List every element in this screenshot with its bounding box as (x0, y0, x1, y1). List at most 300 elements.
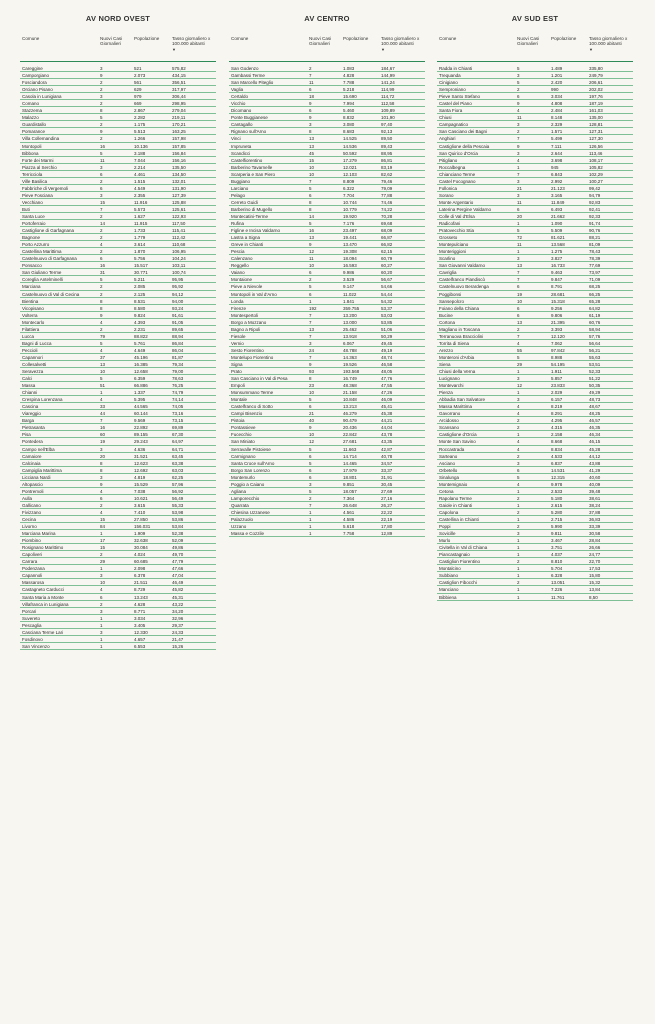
cell-nuovi-casi: 12 (517, 383, 523, 389)
cell-nuovi-casi: 5 (309, 446, 312, 452)
cell-popolazione: 19.526 (343, 361, 357, 367)
cell-comune: Rignano sull'Arno (231, 129, 267, 135)
table-row (20, 403, 216, 410)
cell-tasso: 100,27 (589, 178, 603, 184)
cell-popolazione: 12.103 (343, 171, 357, 177)
cell-popolazione: 50.592 (343, 150, 357, 156)
table-row (20, 608, 216, 615)
table-row (20, 438, 216, 445)
cell-comune: Ville Basilica (22, 178, 48, 184)
header-popolazione[interactable]: Popolazione (343, 36, 369, 41)
cell-popolazione: 3.034 (551, 94, 563, 100)
header-popolazione[interactable]: Popolazione (551, 36, 577, 41)
table-row (20, 262, 216, 269)
table-row (20, 171, 216, 178)
cell-tasso: 65,28 (589, 298, 601, 304)
cell-popolazione: 5.280 (551, 509, 563, 515)
cell-comune: Trequanda (439, 73, 461, 79)
cell-comune: Magliano in Toscana (439, 326, 480, 332)
cell-tasso: 64,97 (172, 439, 184, 445)
table-row (229, 227, 425, 234)
cell-tasso: 21,47 (172, 636, 184, 642)
cell-nuovi-casi: 8 (100, 305, 103, 311)
cell-nuovi-casi: 5 (517, 66, 520, 71)
cell-tasso: 93,24 (172, 305, 184, 311)
cell-tasso: 69,68 (381, 221, 393, 227)
cell-popolazione: 13.200 (343, 312, 357, 318)
cell-popolazione: 1.571 (551, 129, 563, 135)
cell-nuovi-casi: 3 (100, 66, 103, 71)
cell-tasso: 47,55 (381, 383, 393, 389)
cell-tasso: 50,35 (589, 383, 601, 389)
cell-comune: San Vincenzo (22, 643, 50, 649)
cell-nuovi-casi: 11 (517, 242, 522, 248)
cell-comune: Londa (231, 298, 244, 304)
cell-nuovi-casi: 19 (100, 439, 106, 445)
cell-popolazione: 1.733 (134, 228, 146, 234)
cell-nuovi-casi: 7 (517, 171, 520, 177)
cell-nuovi-casi: 2 (100, 136, 103, 142)
table-row (20, 312, 216, 319)
cell-popolazione: 6.493 (551, 206, 563, 212)
cell-popolazione: 2.282 (134, 115, 146, 121)
cell-comune: San Miniato (231, 439, 255, 445)
cell-popolazione: 6.359 (134, 376, 146, 382)
cell-tasso: 27,16 (381, 495, 393, 501)
cell-tasso: 53,84 (172, 524, 184, 530)
cell-nuovi-casi: 8 (100, 467, 103, 473)
table-row (437, 530, 633, 537)
cell-comune: Casciana Terme Lari (22, 629, 64, 635)
cell-comune: Castiglione d'Orcia (439, 432, 477, 438)
cell-nuovi-casi: 13 (309, 143, 315, 149)
cell-tasso: 40,60 (589, 474, 601, 480)
header-nuovi-casi[interactable]: Nuovi Casi Giornalieri (309, 36, 332, 47)
table-title: AV NORD OVEST (85, 14, 151, 23)
cell-tasso: 60,76 (589, 319, 601, 325)
cell-nuovi-casi: 9 (517, 101, 520, 107)
cell-tasso: 73,16 (172, 411, 184, 417)
cell-tasso: 356,51 (172, 80, 186, 86)
cell-popolazione: 2.329 (551, 122, 563, 128)
cell-comune: Cascina (22, 404, 39, 410)
cell-tasso: 44,12 (589, 453, 601, 459)
cell-popolazione: 4.393 (134, 319, 146, 325)
cell-nuovi-casi: 2 (517, 509, 520, 515)
cell-comune: Malazzo (22, 115, 39, 121)
cell-nuovi-casi: 37 (100, 354, 106, 360)
cell-tasso: 33,37 (381, 467, 393, 473)
cell-popolazione: 10.779 (343, 206, 357, 212)
cell-tasso: 46,34 (589, 432, 601, 438)
header-tasso[interactable] (589, 35, 633, 61)
cell-comune: Barberino di Mugello (231, 206, 273, 212)
table-header (20, 35, 216, 62)
cell-comune: Sorano (439, 192, 454, 198)
cell-comune: Vecchiano (22, 199, 43, 205)
cell-tasso: 92,33 (589, 213, 601, 219)
cell-nuovi-casi: 2 (100, 87, 103, 93)
cell-tasso: 92,13 (381, 129, 393, 135)
cell-comune: Quarrata (231, 502, 249, 508)
sort-down-icon: ▼ (381, 47, 385, 53)
cell-tasso: 187,19 (589, 101, 603, 107)
cell-comune: Fosdinovo (22, 636, 43, 642)
table-row (229, 431, 425, 438)
cell-popolazione: 21.395 (551, 319, 565, 325)
cell-popolazione: 27.850 (134, 517, 148, 522)
cell-comune: Radda in Chianti (439, 66, 473, 71)
cell-nuovi-casi: 8 (100, 298, 103, 304)
table-row (229, 326, 425, 333)
cell-nuovi-casi: 2 (309, 277, 312, 283)
cell-popolazione: 5.857 (551, 376, 563, 382)
cell-tasso: 61,19 (589, 312, 601, 318)
cell-popolazione: 16.733 (551, 263, 565, 269)
cell-popolazione: 7.364 (343, 495, 355, 501)
cell-nuovi-casi: 6 (517, 312, 520, 318)
table-row (437, 467, 633, 474)
table-row (437, 79, 633, 86)
cell-popolazione: 10.744 (343, 199, 357, 205)
cell-popolazione: 29.243 (134, 439, 148, 445)
cell-tasso: 52,09 (172, 538, 184, 544)
table-row (437, 424, 633, 431)
cell-tasso: 83,19 (381, 164, 393, 170)
cell-comune: Lamporecchio (231, 495, 260, 501)
cell-nuovi-casi: 2 (517, 524, 520, 530)
cell-popolazione: 5.618 (343, 524, 355, 530)
cell-popolazione: 6.067 (343, 340, 355, 346)
cell-tasso: 73,97 (589, 270, 601, 276)
cell-comune: Bibbiena (439, 594, 457, 600)
cell-comune: Marciana (22, 284, 41, 290)
cell-popolazione: 1.841 (343, 298, 355, 304)
cell-nuovi-casi: 13 (309, 136, 315, 142)
cell-comune: Comano (22, 101, 40, 107)
cell-popolazione: 9.978 (551, 481, 563, 487)
cell-popolazione: 9.847 (551, 277, 563, 283)
table-row (20, 594, 216, 601)
table-row (229, 481, 425, 488)
cell-comune: Collesalvetti (22, 361, 47, 367)
cell-comune: Capannori (22, 354, 43, 360)
cell-tasso: 131,90 (172, 185, 186, 191)
cell-popolazione: 54.195 (551, 361, 565, 367)
cell-tasso: 45,31 (172, 594, 184, 600)
cell-popolazione: 5.704 (551, 566, 563, 572)
cell-comune: Orciano Pisano (22, 87, 53, 93)
cell-comune: San Giuliano Terme (22, 270, 62, 276)
cell-comune: Radicofani (439, 221, 461, 227)
cell-tasso: 92,83 (589, 199, 601, 205)
cell-popolazione: 6.157 (551, 397, 563, 403)
header-comune[interactable]: Comune (439, 36, 457, 41)
cell-popolazione: 8.810 (551, 559, 563, 565)
cell-tasso: 24,77 (589, 552, 601, 558)
cell-tasso: 79,34 (172, 361, 184, 367)
cell-comune: Camporgiano (22, 73, 50, 79)
cell-popolazione: 45.196 (134, 354, 148, 360)
cell-tasso: 86,84 (172, 340, 184, 346)
cell-popolazione: 8.683 (343, 129, 355, 135)
cell-popolazione: 19.441 (343, 235, 357, 241)
cell-popolazione: 3.614 (134, 242, 146, 248)
cell-nuovi-casi: 3 (100, 474, 103, 480)
table-row (20, 93, 216, 100)
cell-popolazione: 10.136 (134, 143, 148, 149)
cell-popolazione: 7.704 (343, 192, 355, 198)
cell-comune: San Casciano in Val di Pesa (231, 376, 288, 382)
table-row (229, 192, 425, 199)
cell-nuovi-casi: 5 (309, 221, 312, 227)
cell-tasso: 100,74 (172, 270, 186, 276)
cell-nuovi-casi: 4 (517, 446, 520, 452)
header-nuovi-casi[interactable]: Nuovi Casi Giornalieri (100, 36, 123, 47)
cell-tasso: 74,05 (172, 404, 184, 410)
header-comune[interactable]: Comune (22, 36, 40, 41)
cell-popolazione: 9.824 (134, 312, 146, 318)
table-row (229, 382, 425, 389)
table-row (20, 474, 216, 481)
table-row (229, 150, 425, 157)
cell-popolazione: 6.843 (551, 171, 563, 177)
cell-tasso: 53,37 (381, 305, 393, 311)
cell-comune: Roccalbegna (439, 164, 466, 170)
cell-comune: Pontremoli (22, 488, 44, 494)
cell-tasso: 17,80 (381, 524, 393, 530)
cell-tasso: 43,22 (172, 601, 184, 607)
cell-nuovi-casi: 2 (100, 502, 103, 508)
table-row (20, 601, 216, 608)
cell-comune: Castiglion Fibocchi (439, 580, 477, 586)
cell-popolazione: 4.295 (551, 418, 563, 424)
table-row (437, 305, 633, 312)
cell-popolazione: 1.266 (134, 136, 146, 142)
cell-nuovi-casi: 5 (100, 277, 103, 283)
cell-comune: Castelnuovo di Val di Cecina (22, 291, 80, 297)
cell-nuovi-casi: 1 (309, 509, 312, 515)
table-row (20, 79, 216, 86)
cell-popolazione: 9.147 (343, 284, 355, 290)
cell-nuovi-casi: 4 (100, 242, 103, 248)
cell-popolazione: 10.848 (343, 397, 357, 403)
cell-comune: Bagno a Ripoli (231, 326, 261, 332)
cell-comune: Figline e Incisa Valdarno (231, 228, 280, 234)
table-row (229, 248, 425, 255)
cell-popolazione: 3.080 (343, 122, 355, 128)
table-row (20, 276, 216, 283)
table-row (229, 333, 425, 340)
cell-tasso: 117,50 (172, 221, 186, 227)
cell-comune: Villa Collemandina (22, 136, 60, 142)
header-popolazione[interactable]: Popolazione (134, 36, 160, 41)
table-row (229, 283, 425, 290)
cell-tasso: 95,92 (172, 284, 184, 290)
cell-nuovi-casi: 8 (309, 206, 312, 212)
cell-tasso: 15,26 (172, 643, 184, 649)
cell-nuovi-casi: 1 (517, 390, 520, 396)
cell-tasso: 53,98 (172, 509, 184, 515)
table-row (437, 544, 633, 551)
cell-tasso: 66,87 (381, 235, 393, 241)
cell-comune: Scansano (439, 425, 460, 431)
cell-tasso: 54,44 (381, 291, 393, 297)
cell-popolazione: 8.580 (134, 305, 146, 311)
cell-tasso: 88,21 (589, 235, 601, 241)
table-row (229, 164, 425, 171)
header-comune[interactable]: Comune (231, 36, 249, 41)
cell-nuovi-casi: 29 (100, 559, 106, 565)
table-row (229, 488, 425, 495)
cell-tasso: 38,24 (589, 502, 601, 508)
table-row (437, 178, 633, 185)
cell-tasso: 115,41 (172, 228, 186, 234)
cell-tasso: 157,98 (172, 136, 186, 142)
header-tasso[interactable] (381, 35, 425, 61)
cell-popolazione: 12.021 (343, 164, 357, 170)
cell-tasso: 37,88 (589, 509, 601, 515)
cell-popolazione: 5.509 (551, 228, 563, 234)
cell-nuovi-casi: 1 (309, 524, 312, 530)
table-row (437, 558, 633, 565)
cell-popolazione: 4.636 (134, 446, 146, 452)
cell-nuovi-casi: 20 (100, 453, 106, 459)
cell-tasso: 202,02 (589, 87, 603, 93)
table-row (437, 488, 633, 495)
cell-comune: Sansepolcro (439, 298, 465, 304)
table-row (20, 586, 216, 593)
cell-nuovi-casi: 10 (309, 390, 315, 396)
cell-comune: Vaiano (231, 270, 245, 276)
table-row (229, 86, 425, 93)
cell-popolazione: 9.811 (551, 531, 562, 537)
table-row (229, 509, 425, 516)
cell-comune: Capannoli (22, 573, 43, 579)
table-row (437, 565, 633, 572)
cell-popolazione: 1.175 (134, 122, 146, 128)
cell-nuovi-casi: 4 (100, 509, 103, 515)
cell-nuovi-casi: 1 (517, 552, 520, 558)
cell-nuovi-casi: 31 (100, 270, 106, 276)
cell-tasso: 46,58 (381, 361, 393, 367)
cell-tasso: 105,82 (589, 164, 603, 170)
cell-nuovi-casi: 1 (100, 531, 103, 537)
cell-popolazione: 1.083 (343, 66, 355, 71)
cell-comune: Lucca (22, 333, 35, 339)
cell-tasso: 306,44 (172, 94, 186, 100)
table-row (20, 622, 216, 629)
cell-popolazione: 4.461 (134, 171, 146, 177)
table-av-centro (229, 14, 425, 537)
cell-popolazione: 23.497 (343, 228, 357, 234)
cell-tasso: 125,61 (172, 206, 186, 212)
cell-popolazione: 5.395 (134, 397, 146, 403)
cell-tasso: 48,73 (589, 397, 601, 403)
cell-comune: Chianni (22, 390, 38, 396)
cell-tasso: 135,50 (172, 164, 186, 170)
cell-comune: Podenzana (22, 566, 45, 572)
cell-nuovi-casi: 4 (517, 481, 520, 487)
cell-nuovi-casi: 7 (100, 418, 103, 424)
table-row (229, 474, 425, 481)
cell-popolazione: 18.801 (343, 474, 357, 480)
cell-nuovi-casi: 10 (309, 171, 315, 177)
cell-nuovi-casi: 1 (100, 566, 103, 572)
cell-popolazione: 2.125 (134, 291, 146, 297)
table-row (437, 128, 633, 135)
cell-tasso: 206,61 (589, 80, 603, 86)
cell-popolazione: 16.385 (134, 361, 148, 367)
table-row (437, 157, 633, 164)
cell-comune: Fosciandora (22, 80, 47, 86)
cell-nuovi-casi: 13 (309, 235, 315, 241)
cell-tasso: 45,82 (172, 587, 184, 593)
table-row (20, 269, 216, 276)
cell-nuovi-casi: 2 (517, 580, 520, 586)
cell-comune: San Godenzo (231, 66, 259, 71)
cell-popolazione: 7.788 (343, 80, 355, 86)
table-row (20, 460, 216, 467)
table-row (229, 453, 425, 460)
cell-popolazione: 2.615 (551, 502, 563, 508)
cell-nuovi-casi: 5 (517, 354, 520, 360)
cell-tasso: 74,46 (381, 199, 393, 205)
cell-tasso: 69,89 (172, 425, 184, 431)
cell-popolazione: 1.779 (134, 235, 146, 241)
cell-tasso: 49,19 (381, 347, 393, 353)
cell-tasso: 56,92 (172, 488, 184, 494)
cell-nuovi-casi: 8 (309, 376, 312, 382)
table-row (20, 636, 216, 643)
table-body (437, 65, 633, 601)
cell-nuovi-casi: 3 (517, 397, 520, 403)
cell-popolazione: 2.158 (551, 432, 563, 438)
table-row (20, 382, 216, 389)
cell-comune: Porto Azzurro (22, 242, 50, 248)
cell-nuovi-casi: 2 (100, 291, 103, 297)
cell-nuovi-casi: 21 (517, 185, 523, 191)
cell-nuovi-casi: 15 (100, 517, 106, 522)
cell-popolazione: 3.188 (134, 150, 146, 156)
cell-nuovi-casi: 2 (517, 425, 520, 431)
sort-down-icon: ▼ (589, 47, 593, 53)
header-nuovi-casi[interactable]: Nuovi Casi Giornalieri (517, 36, 540, 47)
cell-tasso: 78,39 (589, 256, 601, 262)
cell-nuovi-casi: 51 (100, 383, 106, 389)
table-row (229, 276, 425, 283)
cell-tasso: 144,99 (381, 73, 395, 79)
cell-popolazione: 1.090 (551, 221, 563, 227)
cell-tasso: 68,09 (381, 228, 393, 234)
cell-comune: Manciano (439, 587, 459, 593)
header-tasso[interactable] (172, 35, 216, 61)
cell-comune: Bucine (439, 312, 453, 318)
table-row (437, 241, 633, 248)
cell-nuovi-casi: 6 (517, 467, 520, 473)
table-row (229, 185, 425, 192)
table-row (20, 375, 216, 382)
cell-nuovi-casi: 6 (309, 474, 312, 480)
table-row (437, 586, 633, 593)
cell-nuovi-casi: 5 (309, 488, 312, 494)
table-row (20, 495, 216, 502)
cell-comune: Santa Croce sull'Arno (231, 460, 275, 466)
cell-tasso: 76,25 (172, 383, 184, 389)
cell-nuovi-casi: 6 (517, 206, 520, 212)
cell-nuovi-casi: 24 (309, 347, 315, 353)
cell-popolazione: 26.648 (343, 502, 357, 508)
